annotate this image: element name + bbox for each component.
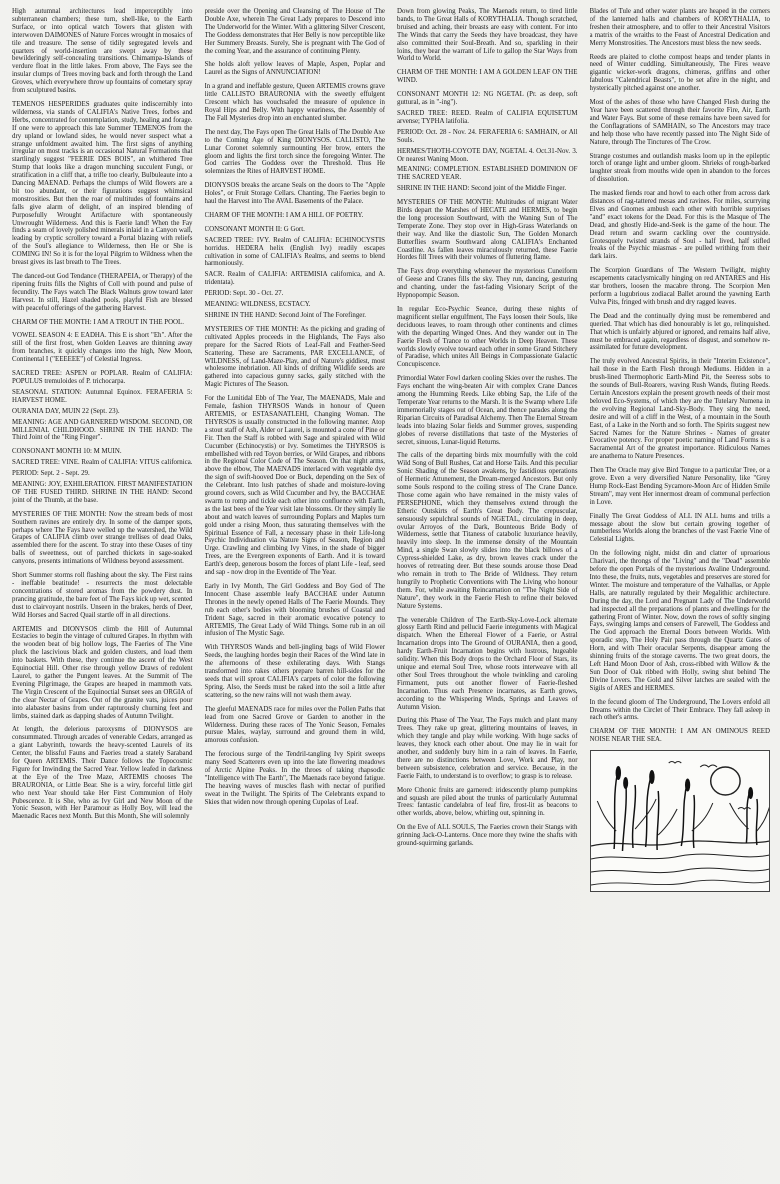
paragraph: Finally The Great Goddess of ALL IN ALL hums and trills a message about the slow but certain growing together of numberless Worlds along the branches of the vast Faerie Vine of Celestial Lights. — [589, 512, 770, 544]
paragraph: High autumnal architectures lead imperceptibly into subterranean chambers; these turn, shell-like, to the Earth Surface, or into optical watch Towers that glisten with interwoven DAIMONES of Nature Forces wrought in mosaics of tile and treasure. The sense of tidily segregated levels and quarters of world-insertion are swept away by these bewilderingly self-concealing transitions. Chimampa-Islands of verdure float in the little lakes. From above, The Fays see the insular clumps of Trees moving back and forth through the Land Groves, which everywhere throw up fountains of cometary spray from sculptured basins. — [12, 8, 193, 95]
paragraph: ARTEMIS and DIONYSOS climb the Hill of Autumnal Ecstacies to begin the vintage of cultured Grapes. In rhythm with the wooden beat of big hollow logs, The Faeries of The Vine pluck the lascivious black and golden clusters, and load them into baskets. With these, they continue the ascent of the West Equinoctial Hill. Other rise through yellow Draws of redolent Laurel, to gather the Pungent leaves. At the Summit of The Evening Pilgrimage, the Grapes are heaped in mammoth vats. The Virgin Crescent of the Equinoctial Sunset sees an ORGIA of the clear Nectar of Grapes. Out of the granite vats, juices pour into alabaster basins from under rapturously churning feet and limbs, stained dark as dapping shades of Autumn Twilight. — [12, 625, 193, 720]
paragraph: The ferocious surge of the Tendril-tangling Ivy Spirit sweeps many Seed Scatterers even up into the late flowering meadows of Arctic Alpine Peaks. In the throes of taking rhapsodic "Intelligence with The Earth", The Maenads race beyond fatigue. The heaving waves of muscles flash with nectar of purified sweat in the Twilight. The Spirits of The Celebrants expand to Skies that widen now through opening Cupolas of Leaf. — [204, 751, 385, 806]
paragraph: TEMENOS HESPERIDES graduates quite indiscernibly into wilderness, via stands of CALIFIA's Native Trees, forbes and Herbs, concentrated for contemplation, study, healing and forage. If one were to approach this late Summer TEMENOS from the dry upland or lowland sides, he would never suspect what a strange unfoldment awaited him. The first signs of anything irregular on most tracks is an occasional Natural Formations that startlingly suggest "FEERIE DES BOIS", an whithered Tree Stump that looks like a dragon munching succulent Fungi, or stratification in a cliff that, a trifle too clearly, Bulbuleaute into a Dancing MAENAD. Perhaps the clumps of Wild flowers are a bit too abundant, or their figurations suggest whimsical monstrosities. But then the roar of multitudes of fountains and falls give alarm of delight, of an inspired blending of Purposefully Wrought Artifacture with spontaneously Unwrought Wilderness. And this is Faerie land! When the Fay finds a seam of lovely polished minerals inlaid in a Canyon wall, leading by cryptic scrollery toward a Portal blazing with reliefs of the Soul's allegiance to Wilderness, then He or She is COMING IN! So it is for the loyal Pilgrim to Wildness when the breast gives its last breath to The Trees. — [12, 100, 193, 267]
paragraph: preside over the Opening and Cleansing of The House of The Double Axe, wherein The Great Lady prepares to Descend into The Underworld for the Winter. With a glittering Silver Crescent, The Goddess demonstrates that Her Belly is now perceptible like Her Summery Breasts. Surely, She is pregnant with The God of the coming Year, and the assurance of continuing Plenty. — [204, 8, 385, 55]
reed-marsh-drawing — [591, 751, 770, 891]
paragraph: The calls of the departing birds mix mournfully with the cold Wild Song of Bull Rushes, Cat and Horse Tails. And this peculiar Sonic Shading of the Season awakens, by fastidious operations of Hermetic Attunement, the Dream-merged Ancestors. But only some Souls respond to the coiling stress of The Crane Dance. Those come again who have remained in the misty vales of PERSEPHONE, which they themselves extend through the Etheric Outskirts of Earth's Great Body. The crepuscular, sensuously sepulchral sounds of NGETAL, circulating in deep, ovular Arroyos of the Dark, Bounteous Bride Body of Wilderness, settle that Titaness of catabolic luxuriance heavily, heavily into sleep. In the immense density of the Mountain Mind, a single Swan slowly slides into the black billows of a Cypress-shielded Lake, as dry, brown leaves crack under the hooves of retreating deer. But these sounds arouse those Dead who remain in troth to The Bride of Wildness. They return hungrily to Prophetic Conventions with The Living who honour them. For, while awaiting Reincarnation on "The Night Side of Nature", they work in the Faerie Flesh to refine their beloved Nature Systems. — [397, 452, 578, 610]
paragraph: CONSONANT MONTH 12: NG NGETAL (Pr. as deep, soft guttural, as in "-ing"). — [397, 91, 578, 107]
paragraph: The Fays drop everything whenever the mysterious Cuneiform of Geese and Cranes fills the sky. They run, dancing, gesturing and chanting, under the fast-fading Visionary Script of the Hypnopompic Season. — [397, 268, 578, 300]
paragraph: SACR. Realm of CALIFIA: ARTEMISIA californica, and A. tridentata). — [204, 271, 385, 287]
paragraph: In the fecund gloom of The Underground, The Lovers enfold all Dreams within the Circlet of Their Embrace. They fall asleep in each other's arms. — [589, 698, 770, 722]
paragraph: SACRED TREE: REED. Realm of CALIFIA EQUISETUM arvense; TYPHA latifolia. — [397, 109, 578, 125]
paragraph: SEASONAL STATION: Autumnal Equinox. FERAFERIA 5: HARVEST HOME. — [12, 388, 193, 404]
paragraph: SACRED TREE: ASPEN or POPLAR. Realm of CALIFIA: POPULUS tremuloides of P. trichocarpa. — [12, 370, 193, 385]
paragraph: MEANING: AGE AND GARNERED WISDOM. SECOND, OR MILLENIAL CHILDHOOD. SHRINE IN THE HAND: The Third Joint of the "Ring Finger". — [12, 418, 193, 442]
paragraph: The masked fiends roar and howl to each other from across dark distances of rag-tattered mesas and ravines. For miles, scurrying Elves and Gnomes ambush each other with horrible surprises "and" exact tokens for the Dead. For this is the Masque of The Dead, and ghostly Hide-and-Seek is the game of the hour. The Dead return and swarm cackling over the countryside. Grotesquely twisted strands of Soul - half lived, half stifled freaks of the Psychic miasmas - are pulled writhing from their dark lairs. — [589, 190, 770, 261]
paragraph: The Dead and the continually dying must be remembered and queried. That which has died honourably is let go, relinquished. That which is unfairly abjured or ignored, and remains half alive, must be embraced again, regardless of disgust, and somehow re-assimilated for future development. — [589, 312, 770, 352]
column-2 — [205, 8, 386, 1174]
paragraph: The venerable Children of The Earth-Sky-Love-Lock alternate glossy Earth Rind and pellucid Faerie integuments with Magical dispatch. When the Ethereal Flower of a Faerie, or Astral Incarnation drops into The Ground of OURANIA, then a good, hardy Earth-Fruit Incarnation begins with lustrous, hugeable solidity. When this Body drops to the Orchard Floor of Stars, its unique and eternal Soul Tree, whose roots interweave with all other Soul Trees throughout the whole twinkling and caroling Firmament, puts out another flower of Faerie-fleshed Incarnation. Thus each Presence incarnates, as Earth grows, according to the Whispering Winds, Springs and Leaves of Autumn Vision. — [397, 616, 578, 711]
paragraph: Early in Ivy Month, The Girl Goddess and Boy God of The Innocent Chase assemble leafy BACCHAE under Autumn Thrones in the newly opened Halls of The Faerie Mounds. They rub each other's bodies with blooming brushes of Coastal and Trident Sage, sacred in their aromatic evocative potency to ARTEMIS, The Great Lady of Wild Things. Some rub in an oil infusion of The Mystic Sage. — [204, 583, 385, 638]
column-3 — [397, 8, 578, 1174]
paragraph: OURANIA DAY, MUIN 22 (Sept. 23). — [12, 407, 120, 415]
paragraph: In regular Eco-Psychic Seance, during these nights of magnificent stellar engulfment, The Fays loosen their Souls, like deciduous leaves, to roam through other continents and climes with the departing Winged Ones. And they wander out in The Faerie Flesh of Trance to other Worlds in Deep Heaven. These worlds slowly evolve toward each other in some Grand Stitchery of Paradise, which unites All Beings in Compassionate Galactic Concupiscence. — [397, 306, 578, 369]
paragraph: PERIOD: Sept. 30 - Oct. 27. — [204, 290, 284, 298]
paragraph: MYSTERIES OF THE MONTH: Multitudes of migrant Water Birds depart the Marshes of HECATE and HERMES, to begin the long procession Southward, with the Waning Sun of The Temperate Zone. They stop over in High-Grass Waterlands on their way. And like the diastolic Sun, The Golden Monarch Butterflies swarm Southward along CALIFIA's Enchanted Coastline. As fallen leaves miraculously returned, these Faerie Hordes fill Trees with their volumes of fluttering flame. — [397, 199, 578, 262]
paragraph: On the Eve of ALL SOULS, The Faeries crown their Stangs with grinning Jack-O-Lanterns. Once more they twine the shafts with ground-squirming garlands. — [397, 824, 578, 848]
paragraph: The truly evolved Ancestral Spirits, in their "Interim Existence", hail those in the Earth Flesh through Mediums. Hidden in a brush-lined Thermophoric Earth-Mind Pit, the Seeress sobs to the sounds of Bull-Roarers, waving Rush Wands, fluting Reeds. Certain Ancestors explain the present growth needs of their most beloved Eco-Systems, of which they are the Tutelary Numena in the evolving Regional Land-Sky-Body. They sing the need, desire and will of a cliff in the West, of a mountain in the South East, of a Lake in the North and so forth. The Spirits suggest new Sacred Names for the Nature Shrines - Names of greater Evocative potency. For proper poetic naming of Land Forms is a Sacramental Art of the greatest importance. Ridiculous Names are anathema to Nature Presences. — [589, 358, 770, 461]
paragraph: The Scorpion Guardians of The Western Twilight, mighty escapements cataclysmically hinging on red ANTARES and His star brothers, loosen the macabre throng. The Scorpion Men perform a lugubrious zodiacal Ballet around the yawning Earth Vulva Pits, fringed with brush and dry ragged leaves. — [589, 267, 770, 306]
paragraph: The next day, The Fays open The Great Halls of The Double Axe to the Coming Age of King DIONYSOS. CALLISTO, The Lunar Coronet solemnly surmounting Her brow, enters the gloom and lights the first torch since the foregoing Winter. The God carries The Goddess over the Threshold. Thus He solemnizes the Rites of HARVEST HOME. — [204, 128, 385, 176]
paragraph: She holds aloft yellow leaves of Maple, Aspen, Poplar and Laurel as the Signs of ANNUNCIATION! — [204, 61, 385, 77]
paragraph: MEANING: WILDNESS, ECSTACY. — [204, 301, 311, 309]
charm-of-the-month: CHARM OF THE MONTH: I AM A GOLDEN LEAF ON THE WIND. — [397, 69, 578, 85]
paragraph: CONSONANT MONTH 10: M MUIN. — [12, 448, 122, 456]
paragraph: DIONYSOS breaks the arcane Seals on the doors to The "Apple Holes", or Fruit Storage Cellars. Chanting, The Faeries begin to haul the Harvest into The AVAL Basements of the Palace. — [204, 182, 385, 206]
paragraph: Short Summer storms roll flashing about the sky. The First rains - ineffable beatitude! - resurrects the most delectable concentrations of stored aromas from the powdery dust. In prancing gratitude, the bare feet of The Fays kick up wet, scented dust to clairvoyant nostrils. Unseen in the brakes, herds of Deer, Wild Horses and Sacred Quail startle off in all directions. — [12, 572, 193, 619]
paragraph: Strange costumes and outlandish masks loom up in the epileptic torch of orange light and umber gloom. Shrieks of rough-barked laughter streak from mouths wide open in abandon to the forces of dissolution. — [589, 152, 770, 184]
paragraph: At length, the delerious paroxysms of DIONYSOS are consummated. Through arcades of venerable Cedars, arranged as a giant Labyrinth, towards the heavy-scented Laurels of its Center, the blissful Fauns and Faeries tread a stately Saraband for Queen ARTEMIS. Their Dance follows the Topocosmic Figure for Inwinding the Sacred Year. Yellow leafed in darkness at the Eye of the Tree Maze, ARTEMIS chooses The BRAURONIA, or Little Bear. She is a wiry, forceful little girl who next Year should take Her First Communion of Holy Pubescence. It is She, who as Ivy Girl and New Moon of the Yonic Season, with Her Paramour as Holly Boy, will lead the Maenadic Races next Month. But this Month, She will solemnly — [12, 726, 193, 821]
paragraph: SHRINE IN THE HAND: Second joint of the Middle Finger. — [397, 185, 567, 193]
reed-marsh-illustration — [590, 750, 771, 892]
paragraph: HERMES/THOTH-COYOTE DAY, NGETAL 4. Oct.31-Nov. 3. Or nearest Waning Moon. — [397, 147, 578, 163]
charm-of-the-month: CHARM OF THE MONTH: I AM A HILL OF POETRY. — [204, 211, 364, 219]
paragraph: MYSTERIES OF THE MONTH: As the picking and grading of cultivated Apples proceeds in the Highlands, The Fays also prepare for the Sacred Riots of Leaf-Fall and Feather-Seed Scattering. These are Sacraments, PAR EXCELLANCE, of WILDNESS, of Land-Maze-Play, and of Nature's giddiest, most wholesome inebriation. All kinds of drifting Wildlife seeds are gathered into capacious gunny sacks, gaily stitched with the Magic Pictures of The Season. — [204, 325, 385, 389]
paragraph: Reeds are plaited to clothe compost heaps and tender plants in need of Winter cuddling. Simultaneously, The Fires weave gigantic wicker-work dragons, chimeras, griffins and other fabulous "Calendrical Beasts", to be set afire in the night, and hysterically pitched against one another. — [589, 53, 770, 93]
paragraph: Most of the ashes of those who have Changed Flesh during the Year have been scattered through their favorite Fire, Air, Earth and Water Fays. But some of these remains have been saved for the Conflagrations of SAMHAIN, so The Ancestors may trace and help those who have recently passed into The Night Side of Nature, through The Tinctures of The Crow. — [589, 99, 770, 146]
paragraph: PERIOD: Sept. 2 - Sept. 29. — [12, 470, 90, 478]
column-1 — [12, 8, 193, 1174]
paragraph: VOWEL SEASON 4: E EADHA. This E is short "Eh". After the still of the first frost, when Golden Leaves are thinning away from branches, it quickly changes into the high, New Moon, Continental I ("EEEEEE") of Celestial Ingress. — [12, 332, 193, 364]
paragraph: Blades of Tule and other water plants are heaped in the corners of the lanterned halls and chambers of KORYTHALIA, to freshen their atmosphere, and to offer to their Ancestral Visitors a matrix of the wraiths to the Feast of Ancestral Dedication and Merry Monstrosities. The Ancestors must bless the new seeds. — [589, 8, 770, 47]
paragraph: MEANING: JOY, EXHILERATION. FIRST MANIFESTATION OF THE FUSED THIRD. SHRINE IN THE HAND: Second joint of the Thumb, at the base. — [12, 481, 193, 504]
paragraph: SHRINE IN THE HAND: Second Joint of The Forefinger. — [204, 312, 366, 319]
paragraph: In a grand and ineffable gesture, Queen ARTEMIS crowns grave little CALLISTO BRAURONIA with the sweetly effulgent Crescent which has vouchsafed the measure of opulence in Royal Hips and Belly. With happy weariness, the Assembly of The Fall Mysteries drop into an enchanted slumber. — [204, 83, 385, 122]
paragraph: More Cthonic fruits are garnered: iridescently plump pumpkins and squash are piled about the trunks of particularly Autumnal Trees: fantastic candelabra of leaf fire, frost-lit as beacons to other worlds, above, below, whirling out, spinning in. — [397, 786, 578, 818]
paragraph: On the following night, midst din and clatter of uproarious Charivari, the throngs of the "Living" and the "Dead" assemble before the open Portals of the mysterious Avaline Underground. Into these, the fruits, nuts, vegetables and preserves are stored for Winter. The moisture and temperature of the Valhallas, or Apple Halls, are naturally regulated by their Megalithic architecture. During the day, the Lord and Pregnant Lady of The Underworld had inspected all the preparations of plants and dwellings for the gathering Front of Winter. Now, down the rows of softly singing Fays, swinging lamps and censers of Farewell, The Goddess and The God approach the Eternal Doors between Worlds. With sporadic step, The Holy Pair pass through the Quartz Gates of Horn, and with Their oracular Serpents, disappear among the shinning fruits of the storage caverns. The two great doors, the Left Hand Moon Door of Ash, cross-ribbed with Willow & the Sun Door of Oak ribbed with Holly, swing shut behind The Divine Lovers. The Gold and Silver latches are sealed with the Sigils of ARES and HERMES. — [589, 550, 770, 692]
paragraph: Down from glowing Peaks, The Maenads return, to tired little bands, to The Great Halls of KORYTHALIA. Though scratched, bruised and aching, their breasts are easy with content. For into The Winds that carry the Seeds they have broadcast, they have also committed their Soul-Breath. And so, sparkling in their loins, they bear the warrant of Life to gallop the Star Ways from World to World. — [397, 8, 578, 63]
column-4-text — [590, 8, 771, 744]
paragraph: SACRED TREE: VINE. Realm of CALIFIA: VITUS californica. — [12, 459, 193, 467]
charm-of-the-month: CHARM OF THE MONTH: I AM AN OMINOUS REED NOISE NEAR THE SEA. — [589, 728, 770, 744]
paragraph: The gleeful MAENADS race for miles over the Pollen Paths that lead from one Sacred Grove or Garden to another in the Wilderness. During these races of The Yonic Season, Females pursue Males, waylay, surround and ground them in wild, amorous confusion. — [204, 705, 385, 745]
paragraph: During this Phase of The Year, The Fays mulch and plant many Trees. They rake up great, glittering mountains of leaves, in which they tangle and play while working. With huge sacks of leaves, they knock each other about. One may lie in wait for another, and suddenly bury him in a rain of leaves. In Faerie, there are no distinctions between Love, Work and Play, nor between subsistence, celebration and service. Because, in the Faerie Faith, to understand is to overflow; to grasp is to release. — [397, 717, 578, 780]
paragraph: Then The Oracle may give Bird Tongue to a particular Tree, or a grove. Even a very diversified Nature Personality, like "Grey Hump Rock-East Bending Sycamore-Moon Arc of Hidden Smile Stream", may vent Her innermost dream of communal perfection in Love. — [589, 467, 770, 506]
text-columns — [12, 8, 770, 1174]
paragraph: SACRED TREE: IVY. Realm of CALIFIA: ECHINOCYSTIS horridus. HEDERA helix (English Ivy) readily escapes cultivation in some of CALIFIA's Realms, and seems to blend harmoniously. — [204, 236, 385, 268]
paragraph: With THYRSOS Wands and bell-jingling bags of Wild Flower Seeds, the laughing hordes begin their Races of the Wind late in the afternoons of these exhilerating days. With Stangs transformed into rakes others prepare barren hill-sides for the seeds that will sprout CALIFIA's carpets of color the following Spring. Also, the Seeds must be raked into the soil a little after scattering, so the new rains will not wash them away. — [204, 644, 385, 699]
paragraph: Primordial Water Fowl darken cooling Skies over the rushes. The Fays enchant the wing-beaten Air with complex Crane Dances among the Humming Reeds. Like ebbing Sap, the Life of the Temperate Year returns to the Marsh. It is the Swamp where Life immemorially stages out of Ocean, and thence parades along the Riparian Circuits of Paradisal Alchemy. Then The Eternal Stream leads into blazing Solar fields and Summer groves, suspending globes of reverse distillations that taste of the Mysteries of secret, sinuous, Lunar-liquid Returns. — [397, 375, 578, 446]
column-4 — [590, 8, 771, 1174]
paragraph: MYSTERIES OF THE MONTH: Now the stream beds of most Southern ravines are entirely dry. In some of the damper spots, perhaps where The Fays have welled up the watershed, the Wild Grapes of CALIFIA climb over strange trellises of dead Oaks, assembled there for the ascent. To stray into these Oases of tiny balls of sweetness, out of parched thickets in sage-soaked canyons, presents intimations of Wildness beyond assessment. — [12, 510, 193, 566]
charm-of-the-month: CHARM OF THE MONTH: I AM A TROUT IN THE POOL. — [12, 318, 184, 326]
paragraph: MEANING: COMPLETION. ESTABLISHED DOMINION OF THE SACRED YEAR. — [397, 166, 578, 182]
paragraph: PERIOD: Oct. 28 - Nov. 24. FERAFERIA 6: SAMHAIN, or All Souls. — [397, 128, 578, 144]
paragraph: The danced-out God Tendance (THERAPEIA, or Therapy) of the ripening fruits fills the Nights of Coll with pound and pulse of fecundity. The Fays watch The Black Walnuts grow toward later Harvest. In still, Hazel shaded pools, playful Fish are blessed with peaceful offerings of the gathering Harvest. — [12, 273, 193, 312]
paragraph: For the Lunitidal Ebb of The Year, The MAENADS, Male and Female, fashion THYRSOS Wands in honour of Queen ARTEMIS, or ESTASANATLEHI, Changing Woman. The THYRSOS is usually constructed in the following manner. Atop a stout staff of Ash, Alder or Laurel, is mounted a cone of Pine or Fir. Then the Staff is robbed with Sage and spiraled with Wild Cucumber (Echinocystis) or Ivy. Sometimes the THYRSOS is embellished with red Toyon berries, or Wild Grapes, and ribbons in the Regional Color Code of The Season. On that night arms, above the elbow, The MAENADS interlaced with vegetable dye the sign of swift-hooved Doe or Buck, depending on the Sex of the Celebrant. Into lush patches of shade and moisture-loving ground covers, such as Wild Cucumber and Ivy, the BACCHAE swarm to romp and tickle each other into confluence with Earth, as the last bees of the Year visit late blossoms. Or they simply lie about and watch leaves of surrounding Poplars and Maples turn gold under a rising Moon, thus saturating themselves with the Spiritual Essence of Fall, a necessary phase in their Life-long Psychic Individuation via Nature Signs of Season, Region and Urge. Crawling and climbing Ivy Vines, in the shade of bigger Trees, are the Evergreen exponents of Earth. And it is toward Earth's deep, generous bosom the forces of plant Life - leaf, seed and sap - now drop in the Eventide of The Year. — [204, 395, 385, 577]
paragraph: CONSONANT MONTH II: G Gort. — [204, 225, 305, 233]
